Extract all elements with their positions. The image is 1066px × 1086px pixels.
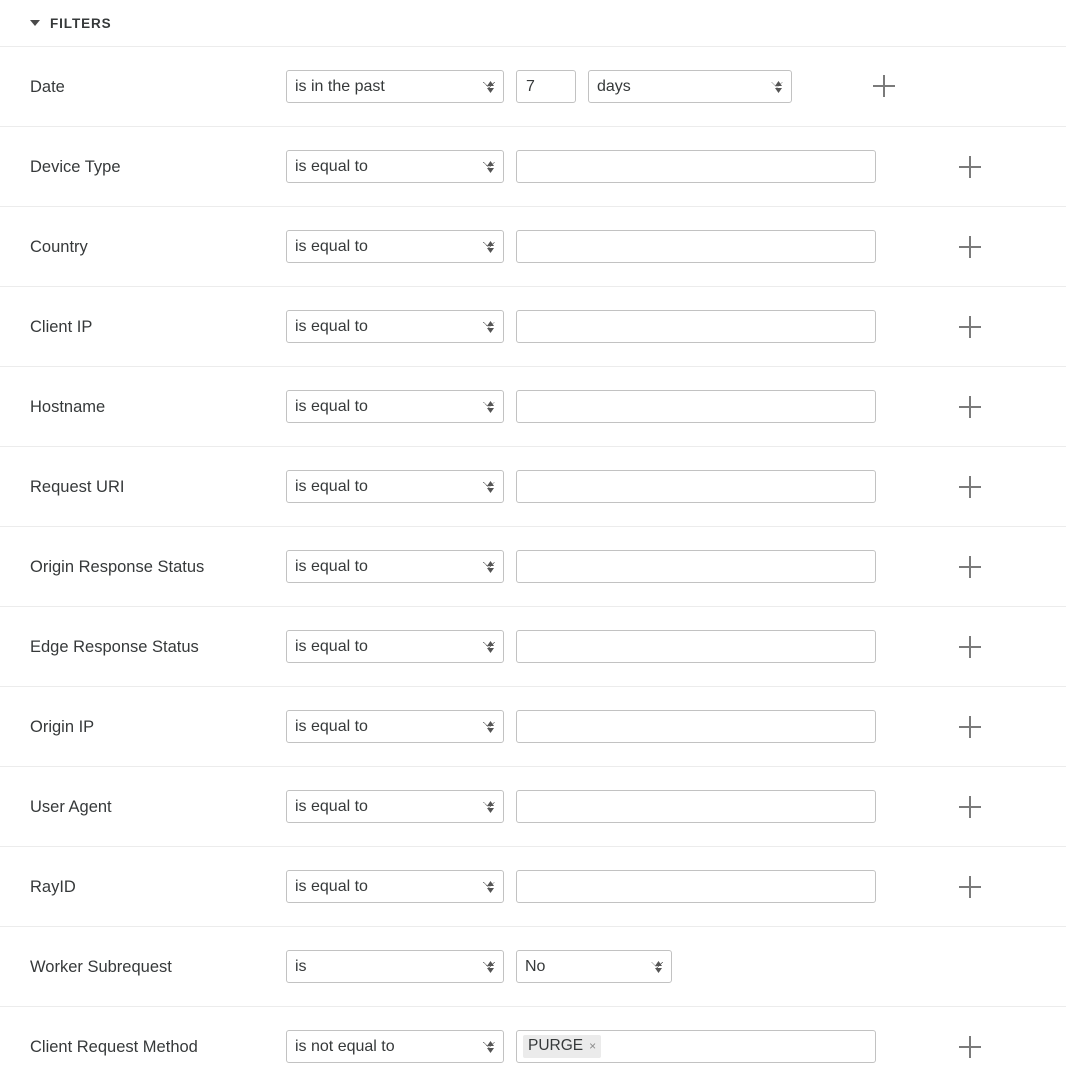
value-input[interactable] <box>516 870 876 903</box>
table-row <box>0 206 1066 286</box>
operator-select-wrap <box>286 710 504 743</box>
filter-controls <box>286 630 876 663</box>
value-input[interactable] <box>516 230 876 263</box>
operator-select[interactable] <box>286 870 504 903</box>
table-row <box>0 126 1066 206</box>
plus-icon[interactable] <box>959 316 981 338</box>
operator-select[interactable] <box>286 70 504 103</box>
operator-select-wrap <box>286 70 504 103</box>
operator-select[interactable] <box>286 310 504 343</box>
value-input[interactable] <box>516 790 876 823</box>
filter-field-label: Worker Subrequest <box>30 957 172 976</box>
filter-field-label: Hostname <box>30 397 106 416</box>
filter-field-label: Client IP <box>30 317 93 336</box>
filter-field-label: User Agent <box>30 797 112 816</box>
plus-icon[interactable] <box>959 236 981 258</box>
filter-token-label: PURGE <box>528 1037 584 1054</box>
plus-icon[interactable] <box>959 716 981 738</box>
plus-icon[interactable] <box>959 156 981 178</box>
operator-select[interactable] <box>286 710 504 743</box>
operator-select-wrap <box>286 310 504 343</box>
operator-select-wrap <box>286 470 504 503</box>
value-input[interactable] <box>516 550 876 583</box>
filter-controls <box>286 710 876 743</box>
filter-controls <box>286 470 876 503</box>
filter-field-label: Client Request Method <box>30 1037 198 1056</box>
date-amount-input[interactable] <box>516 70 576 103</box>
operator-select-wrap <box>286 870 504 903</box>
operator-select[interactable] <box>286 550 504 583</box>
operator-select-wrap <box>286 630 504 663</box>
plus-icon[interactable] <box>959 476 981 498</box>
plus-icon[interactable] <box>959 796 981 818</box>
filter-rows <box>0 46 1066 1086</box>
filter-field-label: Origin Response Status <box>30 557 205 576</box>
filters-title: FILTERS <box>50 15 112 31</box>
operator-select[interactable] <box>286 1030 504 1063</box>
plus-icon[interactable] <box>959 876 981 898</box>
filters-header[interactable] <box>0 0 1066 46</box>
operator-select[interactable] <box>286 470 504 503</box>
table-row <box>0 606 1066 686</box>
operator-select[interactable] <box>286 150 504 183</box>
value-input[interactable] <box>516 630 876 663</box>
operator-select-wrap <box>286 950 504 983</box>
table-row <box>0 46 1066 126</box>
operator-select[interactable] <box>286 950 504 983</box>
filter-controls <box>286 550 876 583</box>
boolean-value-select[interactable] <box>516 950 672 983</box>
table-row <box>0 446 1066 526</box>
operator-select[interactable] <box>286 230 504 263</box>
filter-field-label: Origin IP <box>30 717 95 736</box>
table-row <box>0 286 1066 366</box>
plus-icon[interactable] <box>959 636 981 658</box>
table-row <box>0 526 1066 606</box>
boolean-value-select-wrap <box>516 950 672 983</box>
operator-select[interactable] <box>286 790 504 823</box>
operator-select[interactable] <box>286 630 504 663</box>
filter-controls <box>286 870 876 903</box>
table-row <box>0 926 1066 1006</box>
plus-icon[interactable] <box>959 1036 981 1058</box>
value-input[interactable] <box>516 470 876 503</box>
table-row <box>0 686 1066 766</box>
filter-controls <box>286 390 876 423</box>
filter-field-label: Device Type <box>30 157 121 176</box>
value-input[interactable] <box>516 310 876 343</box>
value-input[interactable] <box>516 150 876 183</box>
table-row <box>0 366 1066 446</box>
filter-controls <box>286 950 672 983</box>
date-unit-select-wrap <box>588 70 792 103</box>
filter-field-label: Edge Response Status <box>30 637 199 656</box>
operator-select-wrap <box>286 390 504 423</box>
operator-select-wrap <box>286 790 504 823</box>
operator-select-wrap <box>286 550 504 583</box>
table-row <box>0 766 1066 846</box>
filter-controls <box>286 230 876 263</box>
close-icon[interactable]: × <box>589 1039 597 1053</box>
filter-controls <box>286 310 876 343</box>
value-input[interactable] <box>516 390 876 423</box>
table-row <box>0 846 1066 926</box>
caret-down-icon[interactable] <box>30 20 40 26</box>
table-row <box>0 1006 1066 1086</box>
filter-field-label: Country <box>30 237 88 256</box>
date-unit-select[interactable] <box>588 70 792 103</box>
filter-field-label: RayID <box>30 877 76 896</box>
value-input[interactable] <box>516 710 876 743</box>
plus-icon[interactable] <box>959 396 981 418</box>
filter-controls <box>286 790 876 823</box>
filter-controls <box>286 70 792 103</box>
value-token-input[interactable] <box>516 1030 876 1063</box>
operator-select-wrap <box>286 230 504 263</box>
filter-field-label: Request URI <box>30 477 125 496</box>
filter-field-label: Date <box>30 77 65 96</box>
operator-select-wrap <box>286 150 504 183</box>
filter-controls <box>286 1030 876 1063</box>
plus-icon[interactable] <box>959 556 981 578</box>
operator-select-wrap <box>286 1030 504 1063</box>
filter-token <box>523 1035 601 1058</box>
filter-controls <box>286 150 876 183</box>
plus-icon[interactable] <box>873 75 895 97</box>
operator-select[interactable] <box>286 390 504 423</box>
